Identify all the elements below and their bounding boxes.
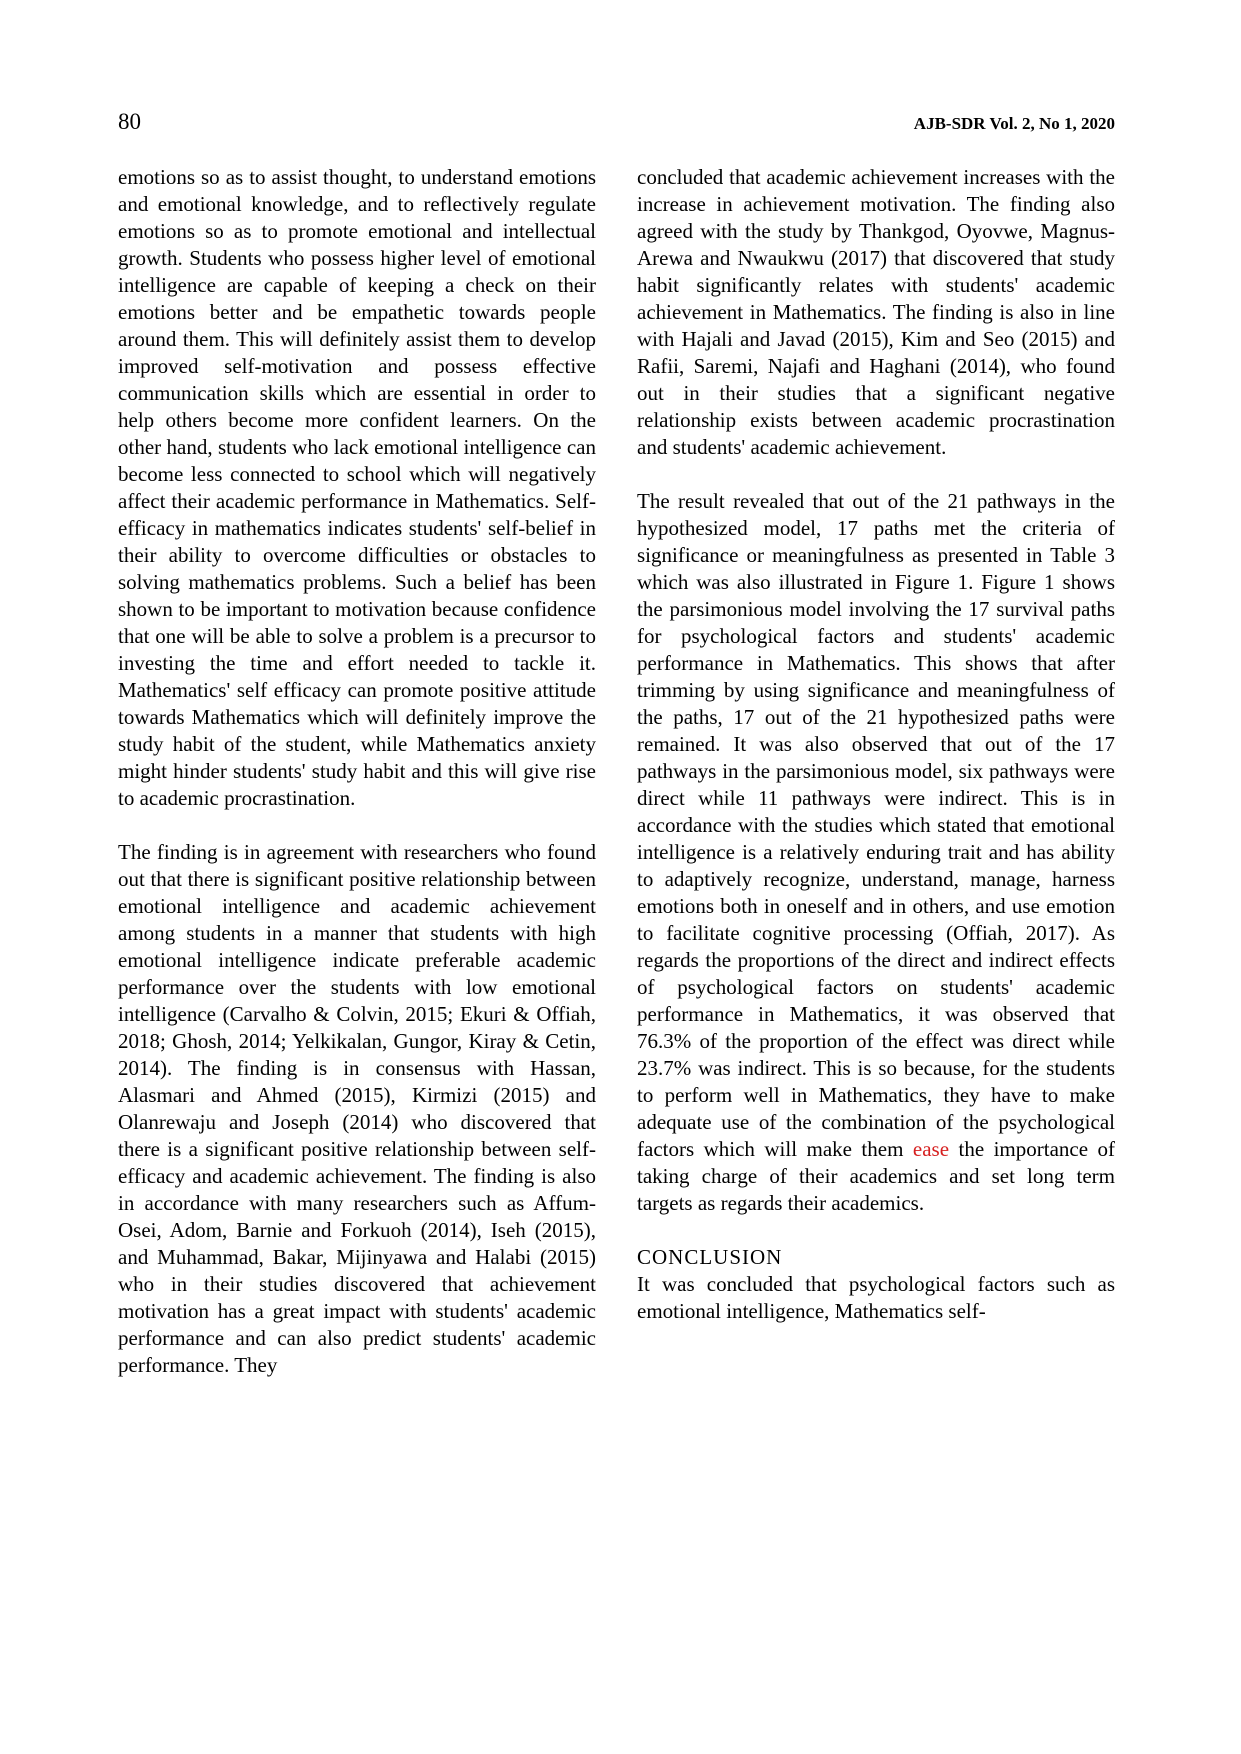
body-paragraph: emotions so as to assist thought, to understand emotions and emotional knowledge, and to reflectively regulate emotions so as to promote emotional and intellectual growth. Students who possess higher level of emotional intelligence are capable of keeping a check on their emotions better and be empathetic towards people around them. This will definitely assist them to develop improved self-motivation and possess effective communication skills which are essential in order to help others become more confident learners. On the other hand, students who lack emotional intelligence can become less connected to school which will negatively affect their academic performance in Mathematics. Self-efficacy in mathematics indicates students' self-belief in their ability to overcome difficulties or obstacles to solving mathematics problems. Such a belief has been shown to be important to motivation because confidence that one will be able to solve a problem is a precursor to investing the time and effort needed to tackle it. Mathematics' self efficacy can promote positive attitude towards Mathematics which will definitely improve the study habit of the student, while Mathematics anxiety might hinder students' study habit and this will give rise to academic procrastination. [118,165,596,810]
highlighted-word-ease: ease [912,1137,950,1161]
left-column [118,164,596,1379]
right-column [637,164,1115,1379]
paragraph-text: The result revealed that out of the 21 pathways in the hypothesized model, 17 paths met the criteria of significance or meaningfulness as presented in Table 3 which was also illustrated in Figure 1. Figure 1 shows the parsimonious model involving the 17 survival paths for psychological factors and students' academic performance in Mathematics. This shows that after trimming by using significance and meaningfulness of the paths, 17 out of the 21 hypothesized paths were remained. It was also observed that out of the 17 pathways in the parsimonious model, six pathways were direct while 11 pathways were indirect. This is in accordance with the studies which stated that emotional intelligence is a relatively enduring trait and has ability to adaptively recognize, understand, manage, harness emotions both in oneself and in others, and use emotion to facilitate cognitive processing (Offiah, 2017). As regards the proportions of the direct and indirect effects of psychological factors on students' academic performance in Mathematics, it was observed that 76.3% of the proportion of the effect was direct while 23.7% was indirect. This is so because, for the students to perform well in Mathematics, they have to make adequate use of the combination of the psychological factors which will make them [637,489,1115,1161]
journal-reference: AJB-SDR Vol. 2, No 1, 2020 [913,114,1115,133]
page-header [118,108,1115,138]
conclusion-paragraph: It was concluded that psychological factors such as emotional intelligence, Mathematics self- [637,1272,1115,1323]
paragraph-text: the importance of taking charge of their academics and set long term targets as regards their academics. [637,1137,1116,1215]
page-number: 80 [118,109,141,134]
body-paragraph: concluded that academic achievement increases with the increase in achievement motivation. The finding also agreed with the study by Thankgod, Oyovwe, Magnus-Arewa and Nwaukwu (2017) that discovered that study habit significantly relates with students' academic achievement in Mathematics. The finding is also in line with Hajali and Javad (2015), Kim and Seo (2015) and Rafii, Saremi, Najafi and Haghani (2014), who found out in their studies that a significant negative relationship exists between academic procrastination and students' academic achievement. [637,165,1115,459]
conclusion-heading: CONCLUSION [637,1245,783,1269]
body-paragraph [637,488,1115,1217]
two-column-body [118,164,1115,1379]
body-paragraph: The finding is in agreement with researchers who found out that there is significant positive relationship between emotional intelligence and academic achievement among students in a manner that students with high emotional intelligence indicate preferable academic performance over the students with low emotional intelligence (Carvalho & Colvin, 2015; Ekuri & Offiah, 2018; Ghosh, 2014; Yelkikalan, Gungor, Kiray & Cetin, 2014). The finding is in consensus with Hassan, Alasmari and Ahmed (2015), Kirmizi (2015) and Olanrewaju and Joseph (2014) who discovered that there is a significant positive relationship between self-efficacy and academic achievement. The finding is also in accordance with many researchers such as Affum-Osei, Adom, Barnie and Forkuoh (2014), Iseh (2015), and Muhammad, Bakar, Mijinyawa and Halabi (2015) who in their studies discovered that achievement motivation has a great impact with students' academic performance and can also predict students' academic performance. They [118,840,596,1377]
